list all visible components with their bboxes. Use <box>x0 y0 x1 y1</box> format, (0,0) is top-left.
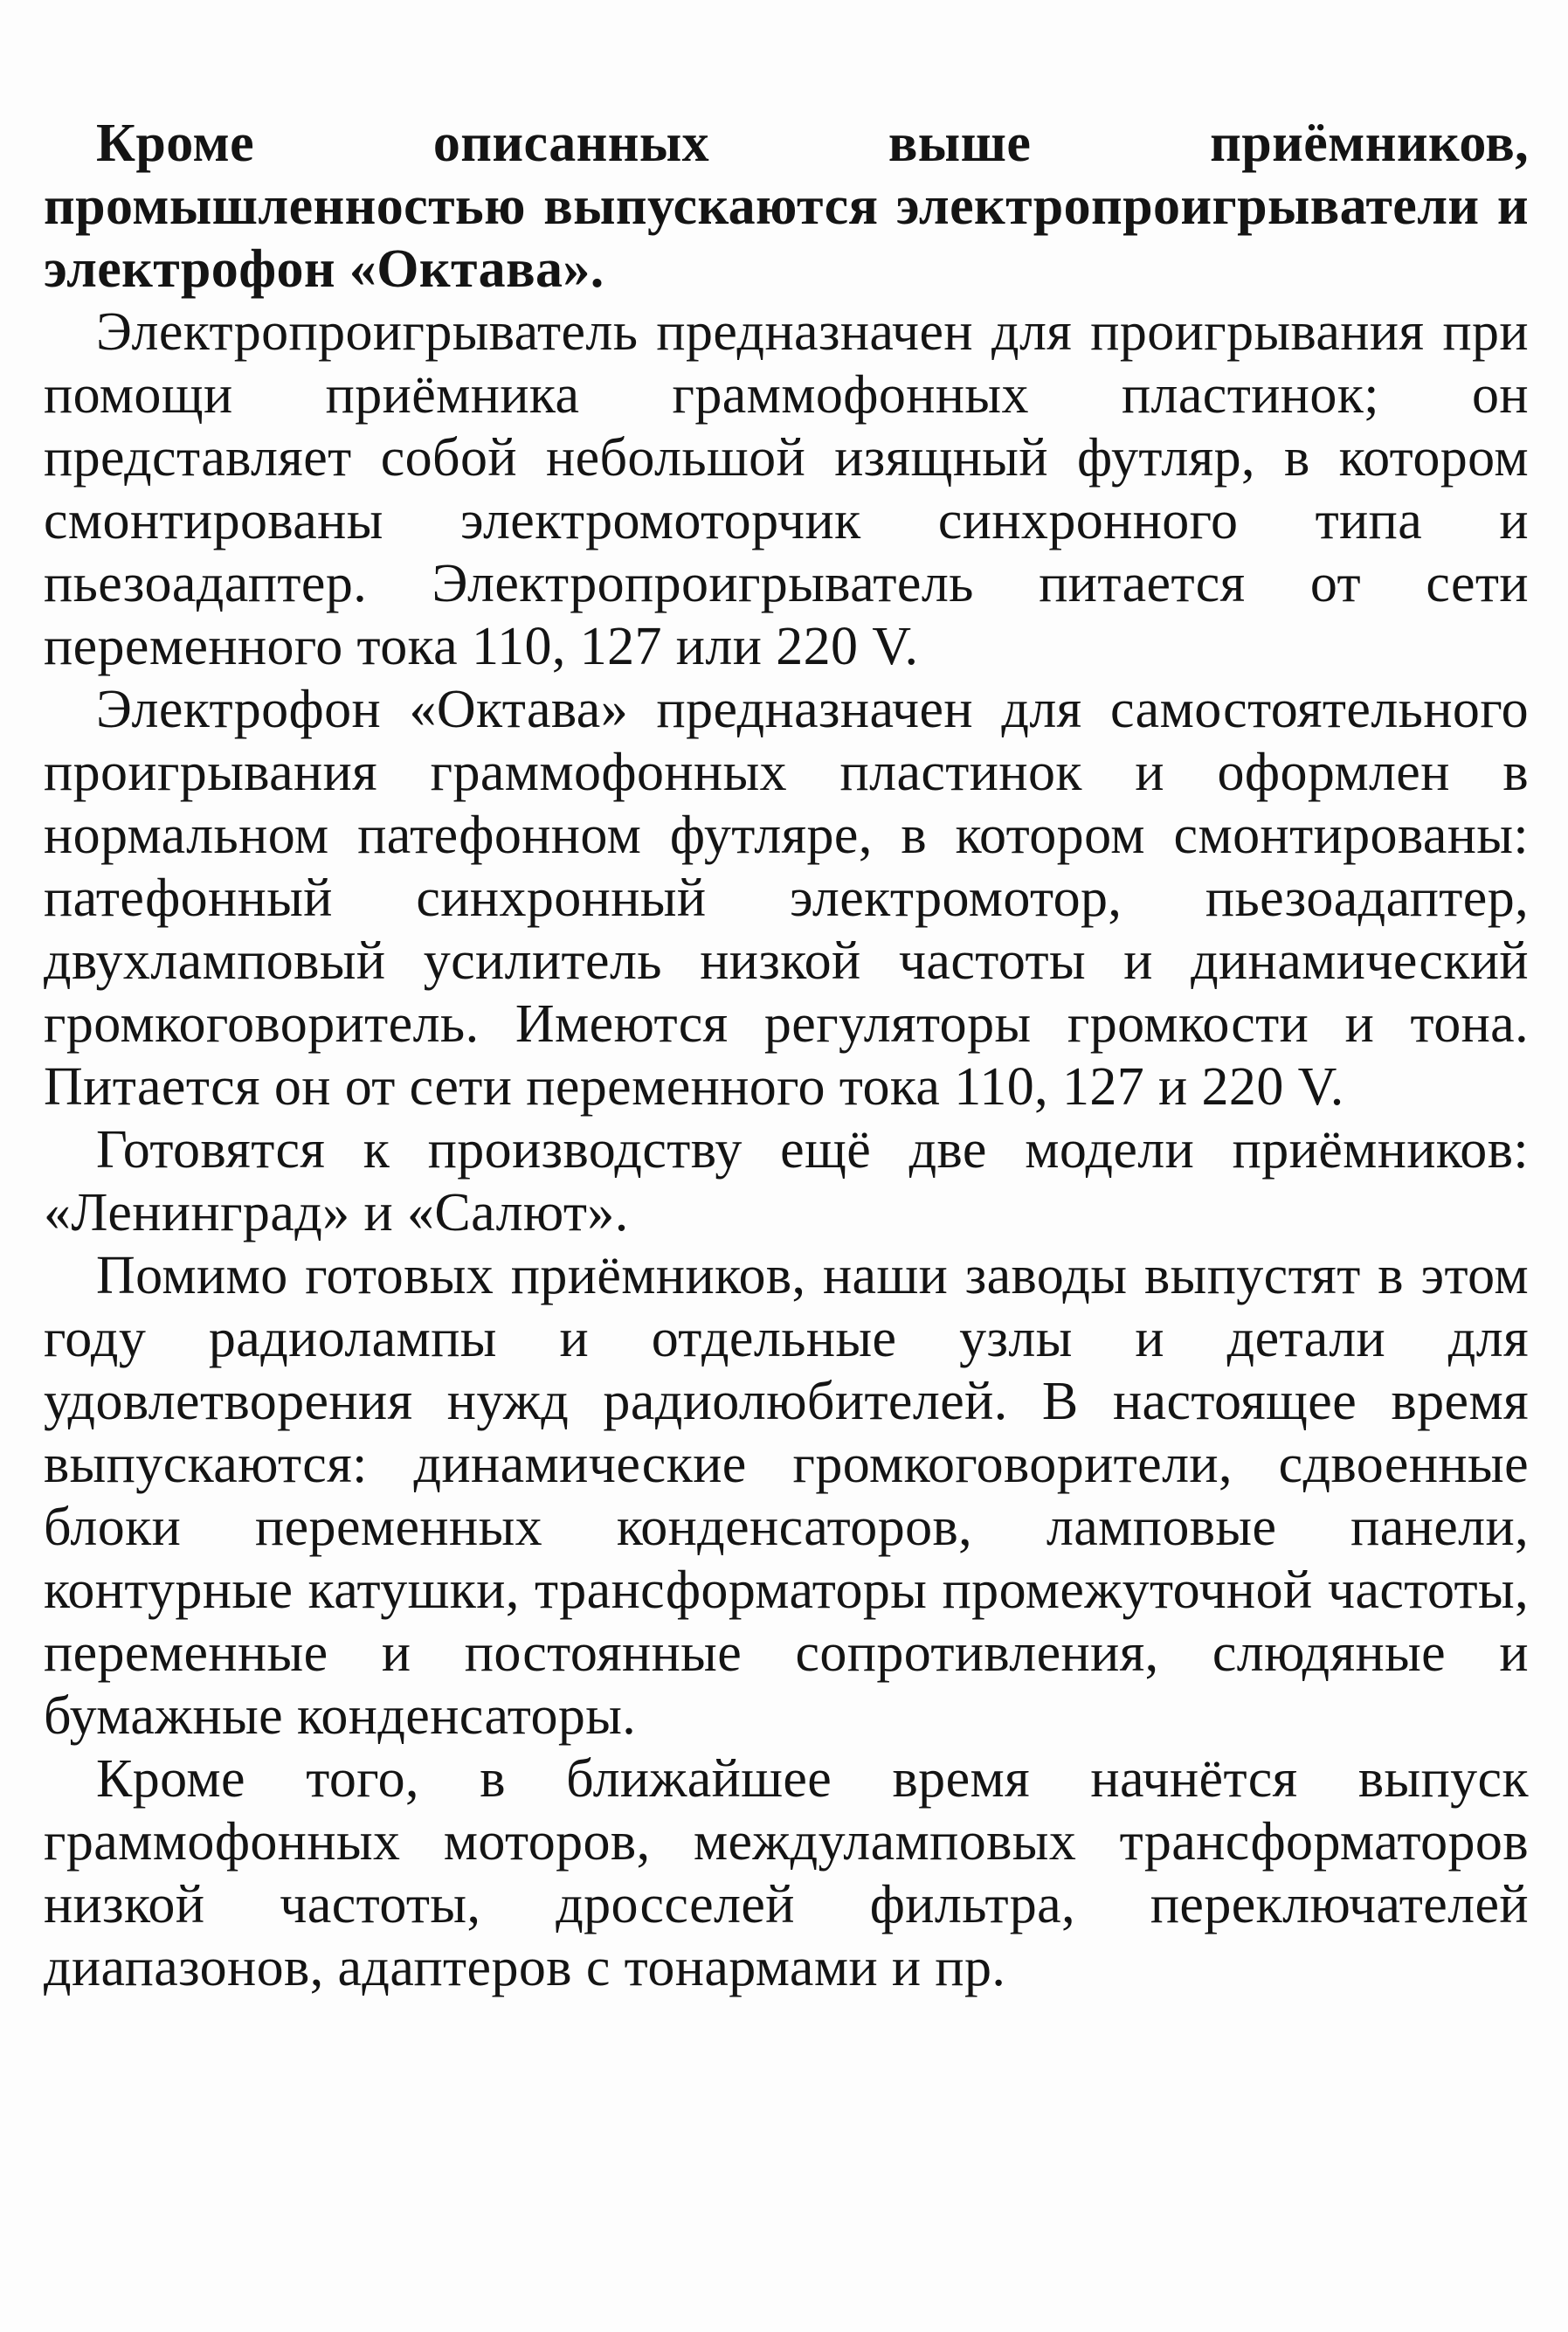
paragraph-5: Помимо готовых приёмников, наши заводы выпустят в этом году радиолампы и отдельные узлы и детали для удовлетворения нужд радиолюбителей. В настоящее время выпускаются: динамические громкоговорители, сдвоенные блоки переменных конденсаторов, ламповые панели, контурные катушки, трансформаторы промежуточной частоты, переменные и постоянные сопротивления, слюдяные и бумажные конденсаторы. <box>44 1246 1529 1746</box>
paragraph-4: Готовятся к производству ещё две модели приёмников: «Ленинград» и «Салют». <box>44 1120 1529 1242</box>
paragraph-2: Электропроигрыватель предназначен для проигрывания при помощи приёмника граммофонных пластинок; он представляет собой небольшой изящный футляр, в котором смонтированы электромоторчик синхронного типа и пьезоадаптер. Электропроигрыватель питается от сети переменного тока 110, 127 или 220 V. <box>44 302 1529 676</box>
text-column <box>44 112 1529 1999</box>
paragraph-3: Электрофон «Октава» предназначен для самостоятельного проигрывания граммофонных пластинок и оформлен в нормальном патефонном футляре, в котором смонтированы: патефонный синхронный электромотор, пьезоадаптер, двухламповый усилитель низкой частоты и динамический громкоговоритель. Имеются регуляторы громкости и тона. Питается он от сети переменного тока 110, 127 и 220 V. <box>44 680 1529 1117</box>
paragraph-6: Кроме того, в ближайшее время начнётся выпуск граммофонных моторов, междуламповых трансформаторов низкой частоты, дросселей фильтра, переключателей диапазонов, адаптеров с тонармами и пр. <box>44 1749 1529 1997</box>
paragraph-1: Кроме описанных выше приёмников, промышленностью выпускаются электропроигрыватели и электрофон «Октава». <box>44 114 1529 299</box>
